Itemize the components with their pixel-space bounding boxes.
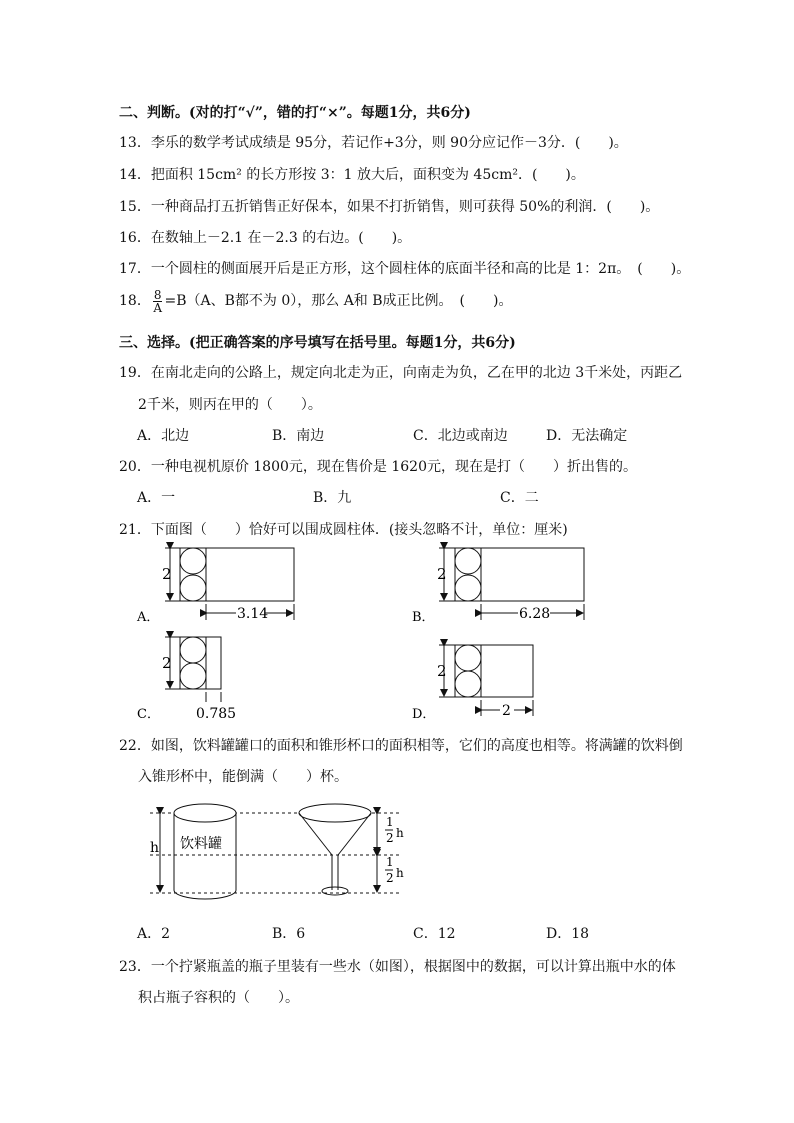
q19-option-b: B．南边	[272, 428, 325, 444]
q22-option-c: C．12	[413, 926, 456, 942]
question-16: 16．在数轴上－2.1 在－2.3 的右边。( )。	[119, 230, 412, 246]
half-h-upper: h	[396, 826, 404, 840]
question-15: 15．一种商品打五折销售正好保本，如果不打折销售，则可获得 50%的利润．( )。	[119, 199, 660, 215]
fig-a-height: 2	[162, 565, 172, 583]
can-label: 饮料罐	[180, 836, 222, 852]
fig-b-label: B．	[412, 610, 435, 625]
half-den-upper: 2	[386, 831, 394, 845]
question-13: 13．李乐的数学考试成绩是 95分，若记作+3分，则 90分应记作－3分．( )。	[119, 135, 628, 151]
q22-option-a: A．2	[137, 926, 171, 942]
section3-heading: 三、选择。(把正确答案的序号填写在括号里。每题1分，共6分)	[119, 335, 516, 351]
fig-d-width: 2	[502, 703, 511, 719]
question-19-line2: 2千米，则丙在甲的（ ）。	[138, 397, 322, 413]
can-height-label: h	[150, 840, 160, 856]
figure-d	[439, 645, 533, 716]
fig-b-width: 6.28	[519, 606, 551, 622]
q22-option-d: D．18	[546, 926, 590, 942]
question-22-line2: 入锥形杯中，能倒满（ ）杯。	[138, 769, 348, 785]
q19-option-a: A．北边	[137, 428, 190, 444]
fig-a-label: A．	[137, 610, 160, 625]
half-num-upper: 1	[386, 815, 394, 829]
fig-d-height: 2	[437, 662, 447, 680]
figure-b	[439, 548, 584, 620]
question-14: 14．把面积 15cm² 的长方形按 3：1 放大后，面积变为 45cm²．( )。	[119, 167, 585, 183]
fig-d-label: D．	[412, 707, 436, 722]
fig-b-height: 2	[437, 565, 447, 583]
fig-c-height: 2	[162, 654, 172, 672]
q19-option-d: D．无法确定	[546, 428, 628, 444]
q20-option-c: C．二	[500, 490, 539, 506]
q22-option-b: B．6	[272, 926, 306, 942]
figure-a	[165, 548, 294, 620]
question-21: 21．下面图（ ）恰好可以围成圆柱体．(接头忽略不计，单位：厘米)	[119, 522, 568, 538]
question-20: 20．一种电视机原价 1800元，现在售价是 1620元，现在是打（ ）折出售的。	[119, 459, 637, 475]
section2-heading: 二、判断。(对的打“√”，错的打“×”。每题1分，共6分)	[119, 105, 471, 121]
question-19-line1: 19．在南北走向的公路上，规定向北走为正，向南走为负，乙在甲的北边 3千米处，丙距乙	[119, 365, 683, 381]
q20-option-b: B．九	[313, 490, 352, 506]
half-num-lower: 1	[386, 855, 394, 869]
q20-option-a: A．一	[137, 490, 176, 506]
fig-a-width: 3.14	[237, 606, 269, 622]
question-23-line2: 积占瓶子容积的（ ）。	[138, 990, 299, 1006]
question-23-line1: 23．一个拧紧瓶盖的瓶子里装有一些水（如图），根据图中的数据，可以计算出瓶中水的体	[119, 959, 676, 975]
half-h-lower: h	[396, 866, 404, 880]
question-17: 17．一个圆柱的侧面展开后是正方形，这个圆柱体的底面半径和高的比是 1：2π。 ( )。	[119, 261, 691, 277]
fig-c-label: C．	[137, 707, 160, 722]
question-22-line1: 22．如图，饮料罐罐口的面积和锥形杯口的面积相等，它们的高度也相等。将满罐的饮料倒	[119, 738, 683, 754]
half-den-lower: 2	[386, 871, 394, 885]
question-18: 18． $\frac{8}{A}$ =B（A、B都不为 0），那么 A和 B成正比例。 ( )。	[119, 287, 513, 315]
q19-option-c: C．北边或南边	[413, 428, 508, 444]
fraction-8-over-a: $\frac{8}{A}$	[153, 287, 162, 315]
fig-c-width: 0.785	[196, 706, 237, 722]
figure-c	[165, 637, 221, 702]
